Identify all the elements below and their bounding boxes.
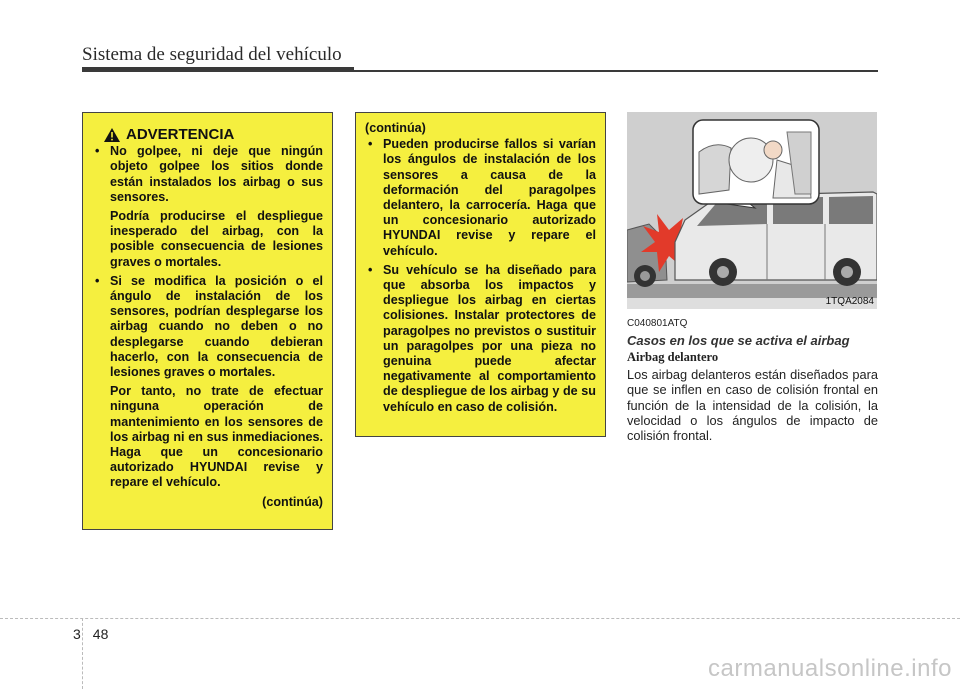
warning-title (104, 127, 323, 142)
page-number-value: 48 (92, 626, 109, 642)
section-heading: Casos en los que se activa el airbag (627, 333, 850, 348)
warning-triangle-icon (104, 128, 120, 142)
header-rule-thick (82, 67, 354, 72)
figure-code: 1TQA2084 (825, 296, 874, 307)
watermark: carmanualsonline.info (708, 655, 952, 682)
warning-bullet-4: • Su vehículo se ha diseñado para que absorba los impactos y despliegue los airbag en ciertas colisiones. Instalar protectores de paragolpes no previstos o sustituir un paragolpes por una pieza no genuina puede afectar negativamente al comportamiento de despliegue de los airbag y de su vehículo en caso de colisión. (365, 263, 596, 415)
section-body: Los airbag delanteros están diseñados para que se inflen en caso de colisión frontal en función de la intensidad de la colisión, la velocidad o los ángulos de impacto de colisión frontal. (627, 367, 878, 444)
van-collision-image (627, 112, 877, 309)
chapter-number: 3 (73, 626, 81, 642)
warning-bullet-1: • No golpee, ni deje que ningún objeto golpee los sitios donde están instalados los airbag o sus sensores. (92, 144, 323, 205)
airbag-illustration (627, 112, 877, 309)
warning-paragraph-1: Podría producirse el despliegue inesperado del airbag, con la posible consecuencia de lesiones graves o mortales. (110, 209, 323, 269)
warning-title-text: ADVERTENCIA (126, 126, 235, 143)
warning-box-1 (82, 112, 333, 530)
section-subheading: Airbag delantero (627, 350, 719, 364)
warning-box-2 (355, 112, 606, 437)
warning-bullet-3: • Pueden producirse fallos si varían los ángulos de instalación de los sensores a causa de la deformación del paragolpes delantero, la carrocería. Haga que un concesionario autorizado HYUNDAI revise y repare el vehículo. (365, 137, 596, 259)
continued-label: (continúa) (365, 121, 426, 135)
continues-label: (continúa) (262, 494, 323, 509)
page-number (73, 626, 120, 642)
warning-bullet-2: • Si se modifica la posición o el ángulo de instalación de los sensores, podrían desplegarse los airbag cuando no deben o no desplegarse cuando debieran hacerlo, con la consecuencia de lesiones graves o mortales. (92, 274, 323, 380)
header-rule-thin (354, 70, 878, 72)
warning-paragraph-2: Por tanto, no trate de efectuar ninguna operación de mantenimiento en los sensores de los airbag ni en sus inmediaciones. Haga que un concesionario autorizado HYUNDAI revise y repare el vehículo. (110, 384, 323, 490)
section-code: C040801ATQ (627, 318, 688, 329)
footer-rule (0, 618, 960, 619)
page-header-title: Sistema de seguridad del vehículo (82, 44, 342, 65)
